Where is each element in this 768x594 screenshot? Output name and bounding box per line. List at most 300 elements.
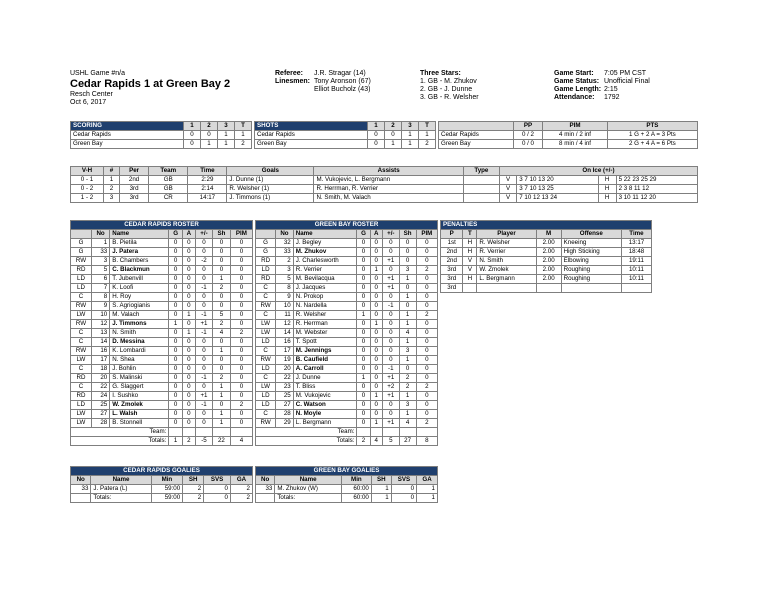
gb-roster-col-header: +/- xyxy=(383,230,399,239)
cr-roster-team-cell xyxy=(195,428,212,437)
attendance-label: Attendance: xyxy=(554,94,595,101)
cr-roster-player-goals: 0 xyxy=(169,248,183,257)
gb-roster-player-shots: 4 xyxy=(399,419,416,428)
cr-roster-player-assists: 0 xyxy=(182,401,195,410)
gb-roster-player-assists: 0 xyxy=(370,311,383,320)
penalty-offense xyxy=(561,284,621,293)
gb-roster-player-goals: 0 xyxy=(357,392,370,401)
gb-roster-player-pim: 0 xyxy=(416,239,437,248)
special-col-header: PP xyxy=(513,122,543,131)
goals-col-header: On Ice (+/-) xyxy=(499,167,697,176)
cr-roster-player-assists: 0 xyxy=(182,320,195,329)
referee: J.R. Stragar (14) xyxy=(314,70,366,77)
cr-roster-total-value: 22 xyxy=(213,437,231,446)
gb-roster-player-plus-minus: +1 xyxy=(383,419,399,428)
penalty-period: 3rd xyxy=(441,266,463,275)
cr-roster-player-shots: 1 xyxy=(213,347,231,356)
penalty-team: H xyxy=(463,239,477,248)
gb-roster-player-position: C xyxy=(256,374,276,383)
scoring-value: 0 xyxy=(184,140,201,149)
gb-roster-player-plus-minus: +1 xyxy=(383,275,399,284)
gb-roster-player-row xyxy=(256,239,438,248)
goal-score: 1 - 2 xyxy=(71,194,104,203)
cr-roster-col-header: Name xyxy=(110,230,169,239)
goals-col-header: # xyxy=(104,167,120,176)
cr-roster-player-name: B. Chambers xyxy=(110,257,169,266)
gb-roster-title: GREEN BAY ROSTER xyxy=(256,221,438,230)
cr-roster-player-pim: 2 xyxy=(230,329,252,338)
gb-roster-player-row xyxy=(256,365,438,374)
scoring-col-header: 2 xyxy=(201,122,218,131)
gb-goalies-col-header: Name xyxy=(275,476,342,485)
gb-roster-player-number: 17 xyxy=(276,347,294,356)
scoring-team-name: Cedar Rapids xyxy=(71,131,184,140)
gb-roster-player-row xyxy=(256,302,438,311)
gb-roster-player-row xyxy=(256,356,438,365)
gb-roster-player-number: 29 xyxy=(276,419,294,428)
penalty-minutes: 2.00 xyxy=(536,257,561,266)
gb-roster-player-row xyxy=(256,257,438,266)
cr-roster-player-row xyxy=(71,320,253,329)
green-bay-roster-table xyxy=(255,220,438,446)
cr-roster-player-position: LD xyxy=(71,284,92,293)
special-blank-header xyxy=(439,122,514,131)
cr-roster-player-pim: 0 xyxy=(230,239,252,248)
cr-goalies-title: CEDAR RAPIDS GOALIES xyxy=(71,467,253,476)
gb-roster-player-row xyxy=(256,248,438,257)
gb-roster-team-cell xyxy=(370,428,383,437)
gb-goalies-goalie-goals-against: 1 xyxy=(417,485,438,494)
shots-header-row xyxy=(255,122,436,131)
gb-roster-player-plus-minus: +1 xyxy=(383,284,399,293)
cr-roster-player-row xyxy=(71,383,253,392)
visitor-on-ice: 7 10 12 13 24 xyxy=(517,194,598,203)
cr-roster-player-position: LW xyxy=(71,311,92,320)
cr-goalies-total-value: 2 xyxy=(230,494,252,503)
gb-roster-title-row xyxy=(256,221,438,230)
penalties-col-header: Time xyxy=(621,230,651,239)
cr-roster-player-assists: 0 xyxy=(182,338,195,347)
cr-roster-player-pim: 0 xyxy=(230,338,252,347)
gb-roster-player-number: 5 xyxy=(276,275,294,284)
gb-roster-col-header: G xyxy=(357,230,370,239)
cr-roster-player-shots: 2 xyxy=(213,374,231,383)
cr-roster-player-shots: 0 xyxy=(213,239,231,248)
gb-roster-player-position: G xyxy=(256,239,276,248)
gb-roster-player-assists: 1 xyxy=(370,419,383,428)
gb-roster-player-row xyxy=(256,320,438,329)
scoring-value: 1 xyxy=(218,140,235,149)
shots-value: 0 xyxy=(385,131,402,140)
star-1: 1. GB - M. Zhukov xyxy=(420,78,477,85)
cr-roster-player-pim: 0 xyxy=(230,347,252,356)
penalty-time: 10:11 xyxy=(621,266,651,275)
cr-roster-player-assists: 1 xyxy=(182,329,195,338)
gb-roster-player-goals: 0 xyxy=(357,302,370,311)
shots-value: 0 xyxy=(368,131,385,140)
gb-roster-player-pim: 0 xyxy=(416,302,437,311)
gb-roster-player-position: LD xyxy=(256,392,276,401)
shots-table xyxy=(254,121,436,149)
cr-roster-player-goals: 0 xyxy=(169,419,183,428)
gb-roster-player-number: 9 xyxy=(276,293,294,302)
goal-team: CR xyxy=(149,194,188,203)
attendance: 1792 xyxy=(604,94,620,101)
special-team-name: Cedar Rapids xyxy=(439,131,514,140)
gb-roster-player-shots: 0 xyxy=(399,239,416,248)
gb-roster-player-shots: 1 xyxy=(399,275,416,284)
gb-roster-player-name: J. Dunne xyxy=(293,374,357,383)
gb-roster-player-name: N. Moyle xyxy=(293,410,357,419)
goal-number: 1 xyxy=(104,176,120,185)
game-length-label: Game Length: xyxy=(554,86,602,93)
penalties-table xyxy=(440,220,652,293)
gb-roster-player-position: LD xyxy=(256,338,276,347)
cr-roster-player-name: N. Smith xyxy=(110,329,169,338)
gb-roster-player-name: R. Welsher xyxy=(293,311,357,320)
cr-goalies-col-header: No xyxy=(71,476,91,485)
cr-roster-player-position: RW xyxy=(71,257,92,266)
gb-roster-header-row xyxy=(256,230,438,239)
cr-roster-player-goals: 0 xyxy=(169,239,183,248)
gb-goalies-col-header: No xyxy=(256,476,275,485)
cr-roster-player-row xyxy=(71,284,253,293)
gb-roster-player-plus-minus: 0 xyxy=(383,338,399,347)
cr-roster-player-position: LW xyxy=(71,356,92,365)
cr-roster-player-pim: 0 xyxy=(230,374,252,383)
gb-roster-player-plus-minus: 0 xyxy=(383,410,399,419)
goals-col-header: Goals xyxy=(227,167,314,176)
gb-roster-player-goals: 0 xyxy=(357,356,370,365)
gb-roster-player-name: J. Jacques xyxy=(293,284,357,293)
goals-col-header: Team xyxy=(149,167,188,176)
cr-roster-player-position: LD xyxy=(71,401,92,410)
shots-col-header: 2 xyxy=(385,122,402,131)
gb-roster-player-number: 2 xyxy=(276,257,294,266)
cr-roster-header-row xyxy=(71,230,253,239)
gb-roster-player-goals: 0 xyxy=(357,410,370,419)
gb-roster-player-plus-minus: 0 xyxy=(383,320,399,329)
gb-roster-player-position: RW xyxy=(256,356,276,365)
gb-roster-player-position: LD xyxy=(256,266,276,275)
cr-roster-player-position: G xyxy=(71,239,92,248)
goal-period: 3rd xyxy=(120,194,149,203)
gb-roster-player-plus-minus: +1 xyxy=(383,392,399,401)
cr-roster-player-assists: 0 xyxy=(182,257,195,266)
cr-roster-player-name: S. Malinski xyxy=(110,374,169,383)
goal-scorer: R. Welsher (1) xyxy=(227,185,314,194)
gb-roster-player-number: 8 xyxy=(276,284,294,293)
penalty-row xyxy=(441,275,652,284)
special-row xyxy=(439,140,698,149)
cr-roster-team-cell xyxy=(169,428,183,437)
visitor-marker: V xyxy=(499,185,516,194)
cr-roster-player-shots: 0 xyxy=(213,356,231,365)
gb-roster-player-assists: 0 xyxy=(370,248,383,257)
visitor-on-ice: 3 7 10 13 25 xyxy=(517,185,598,194)
gb-roster-player-pim: 0 xyxy=(416,257,437,266)
gb-roster-player-plus-minus: +2 xyxy=(383,383,399,392)
gb-roster-player-position: C xyxy=(256,410,276,419)
penalty-minutes: 2.00 xyxy=(536,248,561,257)
penalty-player xyxy=(477,284,536,293)
cr-roster-player-position: LW xyxy=(71,410,92,419)
gb-goalies-total-value: 60:00 xyxy=(341,494,371,503)
gb-roster-player-position: RD xyxy=(256,257,276,266)
referee-label: Referee: xyxy=(275,70,304,77)
goal-assists: M. Vukojevic, L. Bergmann xyxy=(314,176,463,185)
gb-roster-player-pim: 0 xyxy=(416,401,437,410)
gb-roster-player-goals: 0 xyxy=(357,239,370,248)
goal-type xyxy=(463,185,499,194)
gb-roster-player-row xyxy=(256,266,438,275)
power-play-value: 0 / 0 xyxy=(513,140,543,149)
penalty-team: H xyxy=(463,275,477,284)
linesman-2: Elliot Bucholz (43) xyxy=(314,86,371,93)
cr-roster-player-plus-minus: 0 xyxy=(195,383,212,392)
cr-roster-player-plus-minus: 0 xyxy=(195,347,212,356)
special-team-name: Green Bay xyxy=(439,140,514,149)
gb-roster-player-position: LW xyxy=(256,320,276,329)
cr-roster-player-plus-minus: -1 xyxy=(195,374,212,383)
gb-roster-player-pim: 0 xyxy=(416,374,437,383)
shots-team-name: Green Bay xyxy=(255,140,368,149)
gb-roster-player-shots: 1 xyxy=(399,311,416,320)
cr-roster-col-header: No xyxy=(91,230,109,239)
gb-roster-player-goals: 0 xyxy=(357,284,370,293)
gb-roster-team-row xyxy=(256,428,438,437)
gb-roster-player-pim: 0 xyxy=(416,356,437,365)
gb-roster-player-name: A. Carroll xyxy=(293,365,357,374)
cr-roster-player-shots: 0 xyxy=(213,401,231,410)
penalty-team xyxy=(463,284,477,293)
goal-time: 14:17 xyxy=(188,194,227,203)
gb-roster-player-name: M. Vukojevic xyxy=(293,392,357,401)
gb-roster-player-shots: 1 xyxy=(399,392,416,401)
cr-roster-player-goals: 0 xyxy=(169,293,183,302)
gb-roster-player-shots: 3 xyxy=(399,401,416,410)
cr-roster-player-position: C xyxy=(71,293,92,302)
gb-roster-player-number: 27 xyxy=(276,401,294,410)
gb-roster-player-row xyxy=(256,383,438,392)
cr-roster-player-name: W. Zmolek xyxy=(110,401,169,410)
gb-roster-player-row xyxy=(256,419,438,428)
gb-roster-player-row xyxy=(256,392,438,401)
cr-roster-player-name: M. Valach xyxy=(110,311,169,320)
gb-roster-player-name: N. Prokop xyxy=(293,293,357,302)
gb-roster-player-assists: 0 xyxy=(370,329,383,338)
penalty-period: 2nd xyxy=(441,257,463,266)
penalty-team: V xyxy=(463,266,477,275)
penalty-offense: Elbowing xyxy=(561,257,621,266)
gb-roster-player-row xyxy=(256,347,438,356)
power-play-value: 0 / 2 xyxy=(513,131,543,140)
cr-roster-player-row xyxy=(71,266,253,275)
cr-roster-player-row xyxy=(71,311,253,320)
visitor-on-ice: 3 7 10 13 20 xyxy=(517,176,598,185)
gb-roster-player-shots: 1 xyxy=(399,338,416,347)
cr-roster-player-row xyxy=(71,419,253,428)
gb-roster-player-assists: 0 xyxy=(370,410,383,419)
cr-roster-player-row xyxy=(71,302,253,311)
venue: Resch Center xyxy=(70,91,113,98)
cr-roster-player-assists: 0 xyxy=(182,248,195,257)
gb-roster-player-assists: 0 xyxy=(370,383,383,392)
cr-roster-totals-row xyxy=(71,437,253,446)
shots-team-name: Cedar Rapids xyxy=(255,131,368,140)
gb-goalies-goalie-name: M. Zhukov (W) xyxy=(275,485,342,494)
shots-value: 0 xyxy=(368,140,385,149)
gb-roster-player-number: 10 xyxy=(276,302,294,311)
cr-roster-player-plus-minus: -1 xyxy=(195,401,212,410)
penalties-header-row xyxy=(441,230,652,239)
gb-roster-player-plus-minus: +1 xyxy=(383,374,399,383)
cr-roster-player-pim: 0 xyxy=(230,275,252,284)
cr-roster-player-row xyxy=(71,293,253,302)
cr-roster-player-name: T. Jubenvill xyxy=(110,275,169,284)
goal-time: 2:14 xyxy=(188,185,227,194)
cr-roster-player-plus-minus: 0 xyxy=(195,248,212,257)
scoring-team-name: Green Bay xyxy=(71,140,184,149)
cr-roster-player-shots: 4 xyxy=(213,329,231,338)
cr-roster-player-number: 27 xyxy=(91,410,109,419)
gb-roster-player-number: 22 xyxy=(276,374,294,383)
penalty-row xyxy=(441,257,652,266)
cr-roster-player-position: RW xyxy=(71,320,92,329)
gb-goalies-totals-blank xyxy=(256,494,275,503)
cr-roster-player-row xyxy=(71,275,253,284)
gb-roster-total-value: 27 xyxy=(399,437,416,446)
cr-roster-player-goals: 0 xyxy=(169,338,183,347)
gb-roster-player-shots: 1 xyxy=(399,410,416,419)
gb-roster-player-name: B. Caufield xyxy=(293,356,357,365)
cr-roster-player-number: 5 xyxy=(91,266,109,275)
cr-roster-player-number: 8 xyxy=(91,293,109,302)
gb-roster-player-assists: 0 xyxy=(370,374,383,383)
gb-roster-player-number: 11 xyxy=(276,311,294,320)
cr-goalies-col-header: Min xyxy=(151,476,183,485)
gb-roster-player-position: G xyxy=(256,248,276,257)
cr-roster-player-row xyxy=(71,329,253,338)
gb-roster-player-shots: 3 xyxy=(399,266,416,275)
cr-roster-title: CEDAR RAPIDS ROSTER xyxy=(71,221,253,230)
gb-roster-player-pim: 0 xyxy=(416,320,437,329)
gb-goalies-col-header: GA xyxy=(417,476,438,485)
cr-roster-player-number: 9 xyxy=(91,302,109,311)
green-bay-goalies-table xyxy=(255,466,438,503)
penalty-player: R. Welsher xyxy=(477,239,536,248)
cr-roster-player-assists: 0 xyxy=(182,392,195,401)
cr-roster-player-plus-minus: 0 xyxy=(195,410,212,419)
scoring-header-row xyxy=(71,122,252,131)
cr-roster-player-plus-minus: 0 xyxy=(195,293,212,302)
gb-roster-player-pim: 0 xyxy=(416,338,437,347)
gb-roster-team-cell xyxy=(357,428,370,437)
gb-goalies-goalie-minutes: 60:00 xyxy=(341,485,371,494)
cr-roster-player-name: K. Lombardi xyxy=(110,347,169,356)
cr-roster-player-pim: 0 xyxy=(230,383,252,392)
gb-roster-player-name: R. Verrier xyxy=(293,266,357,275)
penalty-period: 1st xyxy=(441,239,463,248)
cr-roster-player-assists: 0 xyxy=(182,275,195,284)
shots-title: SHOTS xyxy=(255,122,368,131)
cr-roster-player-name: C. Blackmun xyxy=(110,266,169,275)
scoring-col-header: 1 xyxy=(184,122,201,131)
cr-roster-player-position: RD xyxy=(71,392,92,401)
cr-roster-player-number: 28 xyxy=(91,419,109,428)
game-title: Cedar Rapids 1 at Green Bay 2 xyxy=(70,78,231,90)
gb-roster-player-assists: 0 xyxy=(370,275,383,284)
cr-roster-team-row xyxy=(71,428,253,437)
scoring-value: 1 xyxy=(201,140,218,149)
gb-roster-player-row xyxy=(256,293,438,302)
cr-roster-player-shots: 0 xyxy=(213,302,231,311)
gb-roster-player-assists: 0 xyxy=(370,338,383,347)
cr-roster-player-number: 20 xyxy=(91,374,109,383)
special-col-header: PIM xyxy=(543,122,607,131)
penalty-time: 19:11 xyxy=(621,257,651,266)
cr-roster-total-value: 1 xyxy=(169,437,183,446)
gb-goalies-col-header: SVS xyxy=(391,476,416,485)
cr-roster-player-name: N. Shea xyxy=(110,356,169,365)
cr-roster-player-shots: 0 xyxy=(213,365,231,374)
cr-roster-col-header: G xyxy=(169,230,183,239)
gb-roster-player-number: 16 xyxy=(276,338,294,347)
gb-goalies-goalie-saves: 0 xyxy=(391,485,416,494)
gb-roster-player-position: LW xyxy=(256,383,276,392)
cr-goalies-goalie-minutes: 59:00 xyxy=(151,485,183,494)
game-start: 7:05 PM CST xyxy=(604,70,647,77)
cr-roster-player-plus-minus: 0 xyxy=(195,275,212,284)
gb-roster-player-goals: 0 xyxy=(357,248,370,257)
gb-roster-player-name: J. Begley xyxy=(293,239,357,248)
cr-roster-col-header xyxy=(71,230,92,239)
cr-roster-player-goals: 0 xyxy=(169,266,183,275)
linesmen-label: Linesmen: xyxy=(275,78,311,85)
cr-roster-player-name: H. Roy xyxy=(110,293,169,302)
gb-roster-player-number: 20 xyxy=(276,365,294,374)
cr-roster-player-pim: 0 xyxy=(230,410,252,419)
cr-roster-player-plus-minus: 0 xyxy=(195,365,212,374)
game-status: Unofficial Final xyxy=(604,78,650,85)
gb-roster-player-assists: 0 xyxy=(370,347,383,356)
penalty-row xyxy=(441,248,652,257)
scoring-value: 2 xyxy=(235,140,252,149)
gb-roster-player-plus-minus: 0 xyxy=(383,329,399,338)
penalty-minutes: 2.00 xyxy=(536,275,561,284)
gb-goalies-header-row xyxy=(256,476,438,485)
gb-roster-player-name: C. Watson xyxy=(293,401,357,410)
gb-roster-player-number: 14 xyxy=(276,329,294,338)
cr-roster-player-assists: 0 xyxy=(182,419,195,428)
gb-roster-col-header: Sh xyxy=(399,230,416,239)
gb-roster-player-number: 3 xyxy=(276,266,294,275)
cr-roster-player-number: 3 xyxy=(91,257,109,266)
penalty-time xyxy=(621,284,651,293)
gb-roster-player-row xyxy=(256,338,438,347)
gb-roster-player-assists: 1 xyxy=(370,320,383,329)
gb-roster-player-goals: 1 xyxy=(357,311,370,320)
scoring-value: 1 xyxy=(235,131,252,140)
cr-roster-player-number: 1 xyxy=(91,239,109,248)
gb-roster-player-pim: 0 xyxy=(416,365,437,374)
penalty-minutes: 2.00 xyxy=(536,239,561,248)
cr-roster-player-pim: 0 xyxy=(230,293,252,302)
cr-roster-player-name: B. Pietila xyxy=(110,239,169,248)
gb-roster-player-goals: 0 xyxy=(357,293,370,302)
cr-goalies-goalie-name: J. Patera (L) xyxy=(91,485,151,494)
shots-col-header: 3 xyxy=(402,122,419,131)
